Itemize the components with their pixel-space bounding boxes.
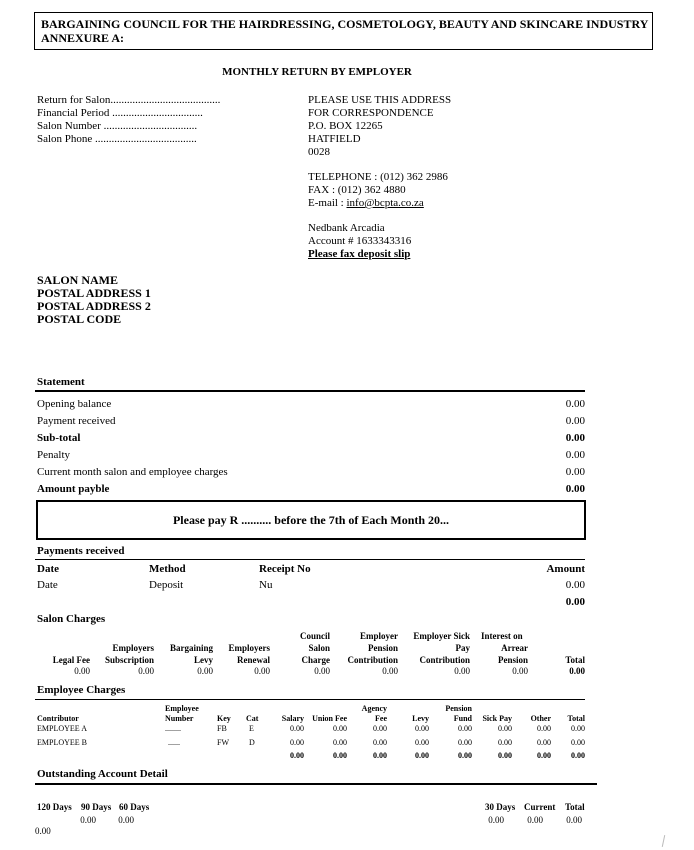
statement-label: Amount payble [37, 483, 110, 495]
emp-head: Sick Pay [482, 714, 512, 723]
salon-col-head: Employers [112, 643, 154, 653]
outstanding-value: 0.00 [80, 815, 96, 825]
email-link[interactable]: info@bcpta.co.za [346, 197, 424, 209]
payment-date: Date [37, 579, 58, 591]
salon-name: SALON NAME [37, 273, 119, 287]
address-line: 0028 [308, 146, 330, 158]
employee-value: 0.00 [571, 738, 585, 747]
employee-name: EMPLOYEE B [37, 738, 87, 747]
email-label: E-mail : [308, 197, 347, 209]
pay-notice-box [36, 500, 586, 540]
outstanding-value: 0.00 [35, 826, 51, 836]
employee-value: 0.00 [537, 738, 551, 747]
salon-col-head: Employer [360, 631, 398, 641]
employee-cat: D [249, 738, 255, 747]
email-row [308, 197, 424, 209]
field-financial-period: Financial Period ................................. [37, 107, 203, 119]
salon-col-head: Employer Sick [413, 631, 470, 641]
payments-heading: Payments received [37, 545, 125, 557]
divider [35, 699, 585, 700]
pay-notice: Please pay R .......... before the 7th of Each Month 20... [172, 513, 450, 527]
statement-value: 0.00 [565, 432, 585, 444]
emp-head: Pension [445, 704, 472, 713]
employee-value: 0.00 [415, 724, 429, 733]
emp-head: Fee [375, 714, 387, 723]
employee-value: 0.00 [415, 738, 429, 747]
employee-value: 0.00 [290, 724, 304, 733]
salon-col-head: Pension [367, 643, 398, 653]
employee-charges-heading: Employee Charges [37, 684, 126, 696]
employee-number: ...... [168, 738, 180, 747]
salon-col-head: Charge [301, 655, 330, 665]
employee-value: 0.00 [458, 738, 472, 747]
emp-head: Salary [281, 714, 304, 723]
telephone: TELEPHONE : (012) 362 2986 [308, 171, 448, 183]
employee-key: FW [217, 738, 229, 747]
postal-code: POSTAL CODE [37, 312, 122, 326]
address-line: HATFIELD [308, 133, 361, 145]
divider [35, 559, 585, 560]
salon-col-head: Contribution [419, 655, 470, 665]
emp-head: Cat [246, 714, 259, 723]
annexure-label: ANNEXURE A: [41, 31, 125, 45]
emp-head: Levy [412, 714, 429, 723]
salon-col-value: 0.00 [382, 666, 398, 676]
salon-col-head: Pay [455, 643, 470, 653]
salon-col-head: Bargaining [169, 643, 213, 653]
emp-head: Key [217, 714, 231, 723]
employee-value: 0.00 [498, 724, 512, 733]
employee-value: 0.00 [458, 724, 472, 733]
statement-value: 0.00 [565, 398, 585, 410]
employee-name: EMPLOYEE A [37, 724, 87, 733]
payments-col-method: Method [149, 563, 186, 575]
payment-amount: 0.00 [565, 579, 585, 591]
salon-charges-heading: Salon Charges [37, 613, 106, 625]
outstanding-label-60: 60 Days [119, 802, 150, 812]
outstanding-label-90: 90 Days [81, 802, 112, 812]
emp-head: Other [530, 714, 551, 723]
emp-head: Fund [453, 714, 472, 723]
salon-col-value: 0.00 [197, 666, 213, 676]
emp-head: Contributor [37, 714, 79, 723]
postal-address-2: POSTAL ADDRESS 2 [37, 299, 151, 313]
employee-total: 0.00 [458, 751, 472, 760]
salon-col-head: Total [565, 655, 585, 665]
divider [35, 390, 585, 392]
outstanding-label-30: 30 Days [485, 802, 516, 812]
salon-col-value: 0.00 [512, 666, 528, 676]
salon-col-head: Contribution [347, 655, 398, 665]
address-line: FOR CORRESPONDENCE [308, 107, 434, 119]
salon-col-head: Pension [497, 655, 528, 665]
divider [35, 783, 597, 785]
employee-total: 0.00 [290, 751, 304, 760]
address-line: P.O. BOX 12265 [308, 120, 383, 132]
employee-total: 0.00 [333, 751, 347, 760]
employee-cat: E [249, 724, 254, 733]
salon-col-head: Salon [308, 643, 330, 653]
outstanding-label-120: 120 Days [37, 802, 72, 812]
payments-col-receipt: Receipt No [259, 563, 311, 575]
employee-value: 0.00 [373, 724, 387, 733]
page-title: MONTHLY RETURN BY EMPLOYER [222, 66, 412, 78]
salon-col-value: 0.00 [454, 666, 470, 676]
salon-charges-total: 0.00 [569, 666, 585, 676]
salon-col-head: Legal Fee [52, 655, 90, 665]
fax-deposit-note: Please fax deposit slip [308, 248, 411, 260]
salon-col-value: 0.00 [138, 666, 154, 676]
salon-col-head: Levy [194, 655, 213, 665]
outstanding-heading: Outstanding Account Detail [37, 768, 168, 780]
emp-head: Employee [165, 704, 199, 713]
statement-value: 0.00 [565, 483, 585, 495]
council-header-box [34, 12, 653, 50]
employee-value: 0.00 [571, 724, 585, 733]
payments-col-date: Date [37, 563, 59, 575]
salon-col-value: 0.00 [254, 666, 270, 676]
employee-key: FB [217, 724, 227, 733]
statement-label: Current month salon and employee charges [37, 466, 228, 478]
scan-mark [662, 835, 665, 847]
employee-total: 0.00 [571, 751, 585, 760]
salon-col-head: Employers [228, 643, 270, 653]
employee-number: ........ [165, 724, 181, 733]
statement-label: Sub-total [37, 432, 81, 444]
employee-total: 0.00 [373, 751, 387, 760]
bank-name: Nedbank Arcadia [308, 222, 385, 234]
field-salon-phone: Salon Phone ..................................... [37, 133, 197, 145]
field-salon-number: Salon Number .................................. [37, 120, 198, 132]
salon-col-head: Subscription [104, 655, 154, 665]
payments-total: 0.00 [565, 596, 585, 608]
salon-col-head: Arrear [501, 643, 528, 653]
statement-value: 0.00 [565, 415, 585, 427]
outstanding-label-total: Total [565, 802, 585, 812]
statement-value: 0.00 [565, 449, 585, 461]
emp-head: Union Fee [312, 714, 347, 723]
outstanding-value: 0.00 [488, 815, 504, 825]
statement-label: Payment received [37, 415, 116, 427]
emp-head: Agency [361, 704, 387, 713]
employee-value: 0.00 [333, 738, 347, 747]
outstanding-value: 0.00 [566, 815, 582, 825]
statement-heading: Statement [37, 376, 85, 388]
payments-col-amount: Amount [546, 563, 585, 575]
employee-value: 0.00 [333, 724, 347, 733]
employee-total: 0.00 [415, 751, 429, 760]
field-return-for-salon: Return for Salon........................................ [37, 94, 221, 106]
salon-col-value: 0.00 [74, 666, 90, 676]
address-line: PLEASE USE THIS ADDRESS [308, 94, 452, 106]
postal-address-1: POSTAL ADDRESS 1 [37, 286, 151, 300]
bank-account: Account # 1633343316 [308, 235, 412, 247]
salon-col-value: 0.00 [314, 666, 330, 676]
statement-label: Opening balance [37, 398, 112, 410]
employee-value: 0.00 [290, 738, 304, 747]
statement-value: 0.00 [565, 466, 585, 478]
payment-receipt: Nu [259, 579, 273, 591]
emp-head: Number [165, 714, 194, 723]
outstanding-value: 0.00 [527, 815, 543, 825]
employee-value: 0.00 [373, 738, 387, 747]
employee-total: 0.00 [537, 751, 551, 760]
fax: FAX : (012) 362 4880 [308, 184, 406, 196]
employee-total: 0.00 [498, 751, 512, 760]
salon-col-head: Renewal [237, 655, 270, 665]
employee-value: 0.00 [537, 724, 551, 733]
council-name: BARGAINING COUNCIL FOR THE HAIRDRESSING, COSMETOLOGY, BEAUTY AND SKINCARE INDUSTRY [41, 17, 649, 31]
outstanding-value: 0.00 [118, 815, 134, 825]
salon-col-head: Council [299, 631, 330, 641]
payment-method: Deposit [149, 579, 184, 591]
statement-label: Penalty [37, 449, 70, 461]
emp-head: Total [567, 714, 585, 723]
outstanding-label-current: Current [524, 802, 556, 812]
employee-value: 0.00 [498, 738, 512, 747]
salon-col-head: Interest on [481, 631, 523, 641]
